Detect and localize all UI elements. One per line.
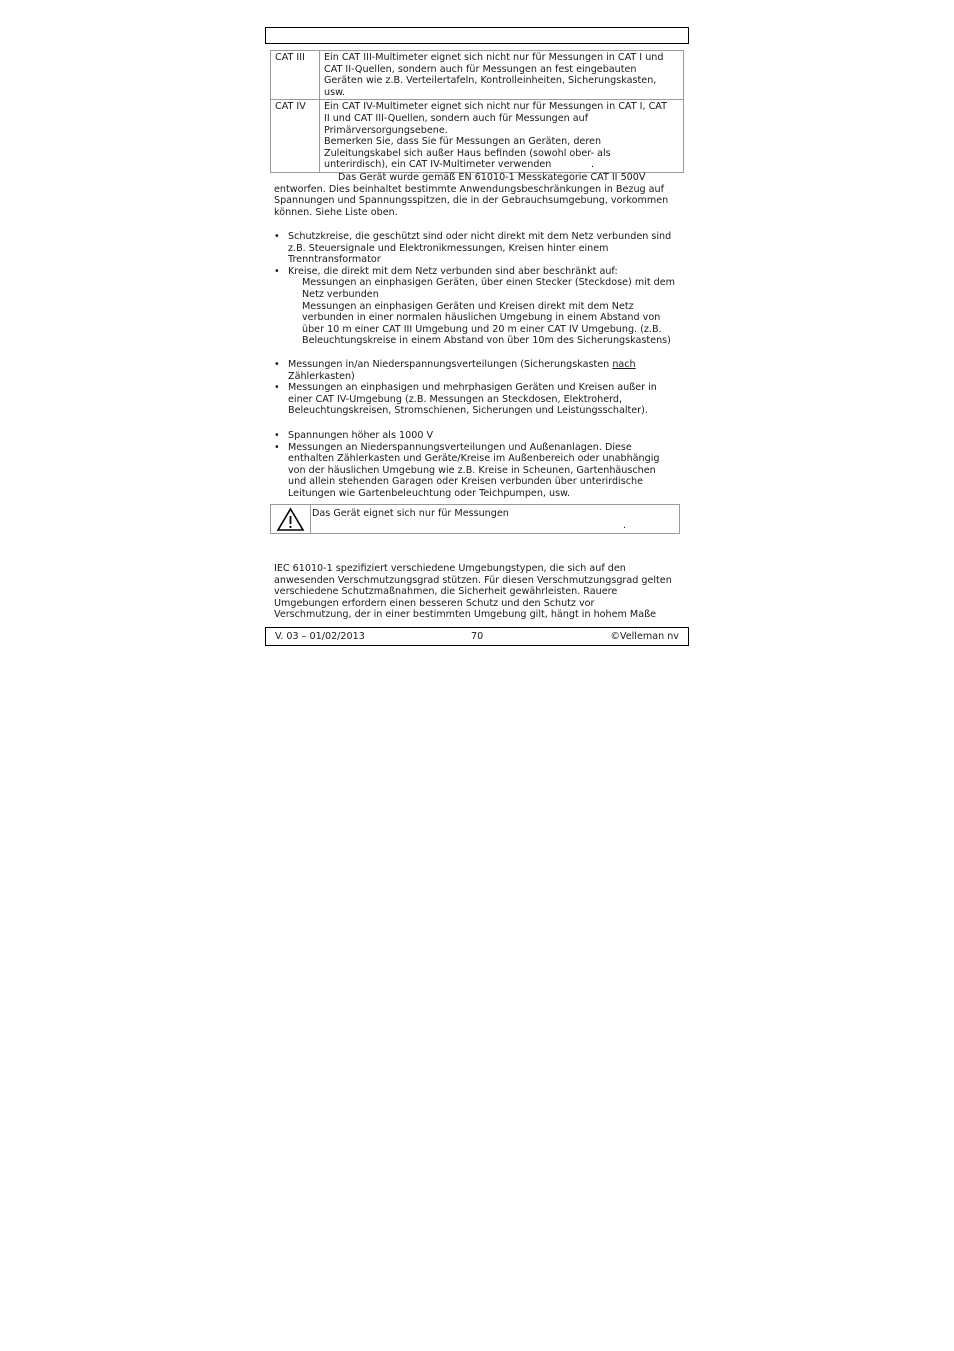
- bullet-icon: •: [274, 441, 280, 453]
- text-line: Messungen an einphasigen Geräten, über einen Stecker (Steckdose) mit dem: [302, 277, 675, 289]
- bullet-icon: •: [274, 265, 280, 277]
- bullet-icon: •: [274, 430, 280, 441]
- text-line: Messungen an einphasigen Geräten und Kreisen direkt mit dem Netz: [302, 300, 634, 312]
- bullet-icon: •: [274, 359, 280, 370]
- iec-paragraph: [274, 563, 680, 621]
- list-item: [274, 442, 680, 500]
- footer-copyright: ©Velleman nv: [610, 631, 679, 642]
- row-description: [320, 100, 684, 173]
- text-line: Spannungen und Spannungsspitzen, die in der Gebrauchsumgebung, vorkommen: [274, 195, 669, 207]
- bullet-icon: •: [274, 382, 280, 394]
- text-line: von der häuslichen Umgebung wie z.B. Kreise in Scheunen, Gartenhäuschen: [288, 464, 656, 476]
- warning-box: [270, 504, 680, 534]
- text-line: Primärversorgungsebene.: [324, 124, 448, 136]
- text-line: einer CAT IV-Umgebung (z.B. Messungen an Steckdosen, Elektroherd,: [288, 393, 623, 405]
- bullet-list-group-3: [274, 430, 680, 500]
- text-line: entworfen. Dies beinhaltet bestimmte Anwendungsbeschränkungen in Bezug auf: [274, 183, 665, 195]
- category-table: [270, 50, 684, 173]
- intro-paragraph: [274, 172, 680, 218]
- text-line: z.B. Steuersignale und Elektronikmessungen, Kreisen hinter einem: [288, 242, 609, 254]
- text-line: und allein stehenden Garagen oder Kreisen verbunden über unterirdische: [288, 476, 643, 488]
- bullet-list-group-2: [274, 359, 680, 417]
- text-line: Zuleitungskabel sich außer Haus befinden (sowohl ober- als: [324, 147, 611, 159]
- text-line: Messungen an Niederspannungsverteilungen und Außenanlagen. Diese: [288, 441, 632, 453]
- text-line: anwesenden Verschmutzungsgrad stützen. Für diesen Verschmutzungsgrad gelten: [274, 574, 672, 586]
- text-line: Zählerkasten): [288, 370, 355, 382]
- text-line: Verschmutzung, der in einer bestimmten Umgebung gilt, hängt in hohem Maße: [274, 609, 657, 621]
- text-line: II und CAT III-Quellen, sondern auch für Messungen auf: [324, 112, 589, 124]
- warning-trail: .: [623, 520, 627, 531]
- bullet-icon: •: [274, 231, 280, 242]
- warning-triangle-icon: [271, 505, 311, 533]
- text-line: Spannungen höher als 1000 V: [288, 430, 434, 441]
- text-line: Messungen an einphasigen und mehrphasigen Geräten und Kreisen außer in: [288, 382, 657, 394]
- text-line: Das Gerät wurde gemäß EN 61010-1 Messkategorie CAT II 500V: [274, 172, 646, 183]
- text-line: Bemerken Sie, dass Sie für Messungen an Geräten, deren: [324, 136, 602, 148]
- list-item: [274, 231, 680, 266]
- text-line: CAT II-Quellen, sondern auch für Messungen an fest eingebauten: [324, 63, 637, 75]
- text-line: Schutzkreise, die geschützt sind oder nicht direkt mit dem Netz verbunden sind: [288, 231, 672, 242]
- text-line: Ein CAT IV-Multimeter eignet sich nicht nur für Messungen in CAT I, CAT: [324, 101, 667, 113]
- list-item: [274, 266, 680, 347]
- text-line: verbunden in einer normalen häuslichen Umgebung in einem Abstand von: [302, 312, 661, 324]
- text-line: über 10 m einer CAT III Umgebung und 20 m einer CAT IV Umgebung. (z.B.: [302, 323, 662, 335]
- header-box: [265, 27, 689, 44]
- text-line: enthalten Zählerkasten und Geräte/Kreise im Außenbereich oder unabhängig: [288, 453, 660, 465]
- bullet-list-group-1: [274, 231, 680, 347]
- row-description: [320, 51, 684, 100]
- text-line: Trenntransformator: [288, 254, 381, 266]
- list-item: [274, 359, 680, 382]
- warning-text: Das Gerät eignet sich nur für Messungen: [312, 508, 509, 519]
- row-label: CAT III: [271, 51, 320, 100]
- table-row: [271, 100, 684, 173]
- row-label: CAT IV: [271, 100, 320, 173]
- text-line: Umgebungen erfordern einen besseren Schutz und den Schutz vor: [274, 597, 595, 609]
- text-line: Leitungen wie Gartenbeleuchtung oder Teichpumpen, usw.: [288, 487, 571, 499]
- text-line: [288, 359, 680, 371]
- text-line: usw.: [324, 86, 346, 98]
- text-line: Ein CAT III-Multimeter eignet sich nicht nur für Messungen in CAT I und: [324, 52, 664, 63]
- text-line: Kreise, die direkt mit dem Netz verbunden sind aber beschränkt auf:: [288, 265, 618, 277]
- text-line: Netz verbunden: [302, 288, 379, 300]
- footer-version: V. 03 – 01/02/2013: [275, 631, 365, 642]
- text-line: unterirdisch), ein CAT IV-Multimeter verwenden .: [324, 159, 595, 171]
- list-item: [274, 430, 680, 442]
- list-item: [274, 382, 680, 417]
- text-line: Beleuchtungskreise in einem Abstand von über 10m des Sicherungskastens): [302, 335, 671, 347]
- text-line: Beleuchtungskreisen, Stromschienen, Sicherungen und Leistungsschalter).: [288, 405, 648, 417]
- text-line: IEC 61010-1 spezifiziert verschiedene Umgebungstypen, die sich auf den: [274, 563, 626, 574]
- text-line: verschiedene Schutzmaßnahmen, die Sicherheit gewährleisten. Rauere: [274, 586, 618, 598]
- table-row: [271, 51, 684, 100]
- text-line: können. Siehe Liste oben.: [274, 206, 398, 218]
- page-number: 70: [471, 631, 484, 642]
- page-footer: [265, 627, 689, 646]
- text-span: Messungen in/an Niederspannungsverteilungen (Sicherungskasten: [288, 359, 613, 370]
- underlined-word: nach: [612, 359, 636, 370]
- text-line: Geräten wie z.B. Verteilertafeln, Kontrolleinheiten, Sicherungskasten,: [324, 75, 657, 87]
